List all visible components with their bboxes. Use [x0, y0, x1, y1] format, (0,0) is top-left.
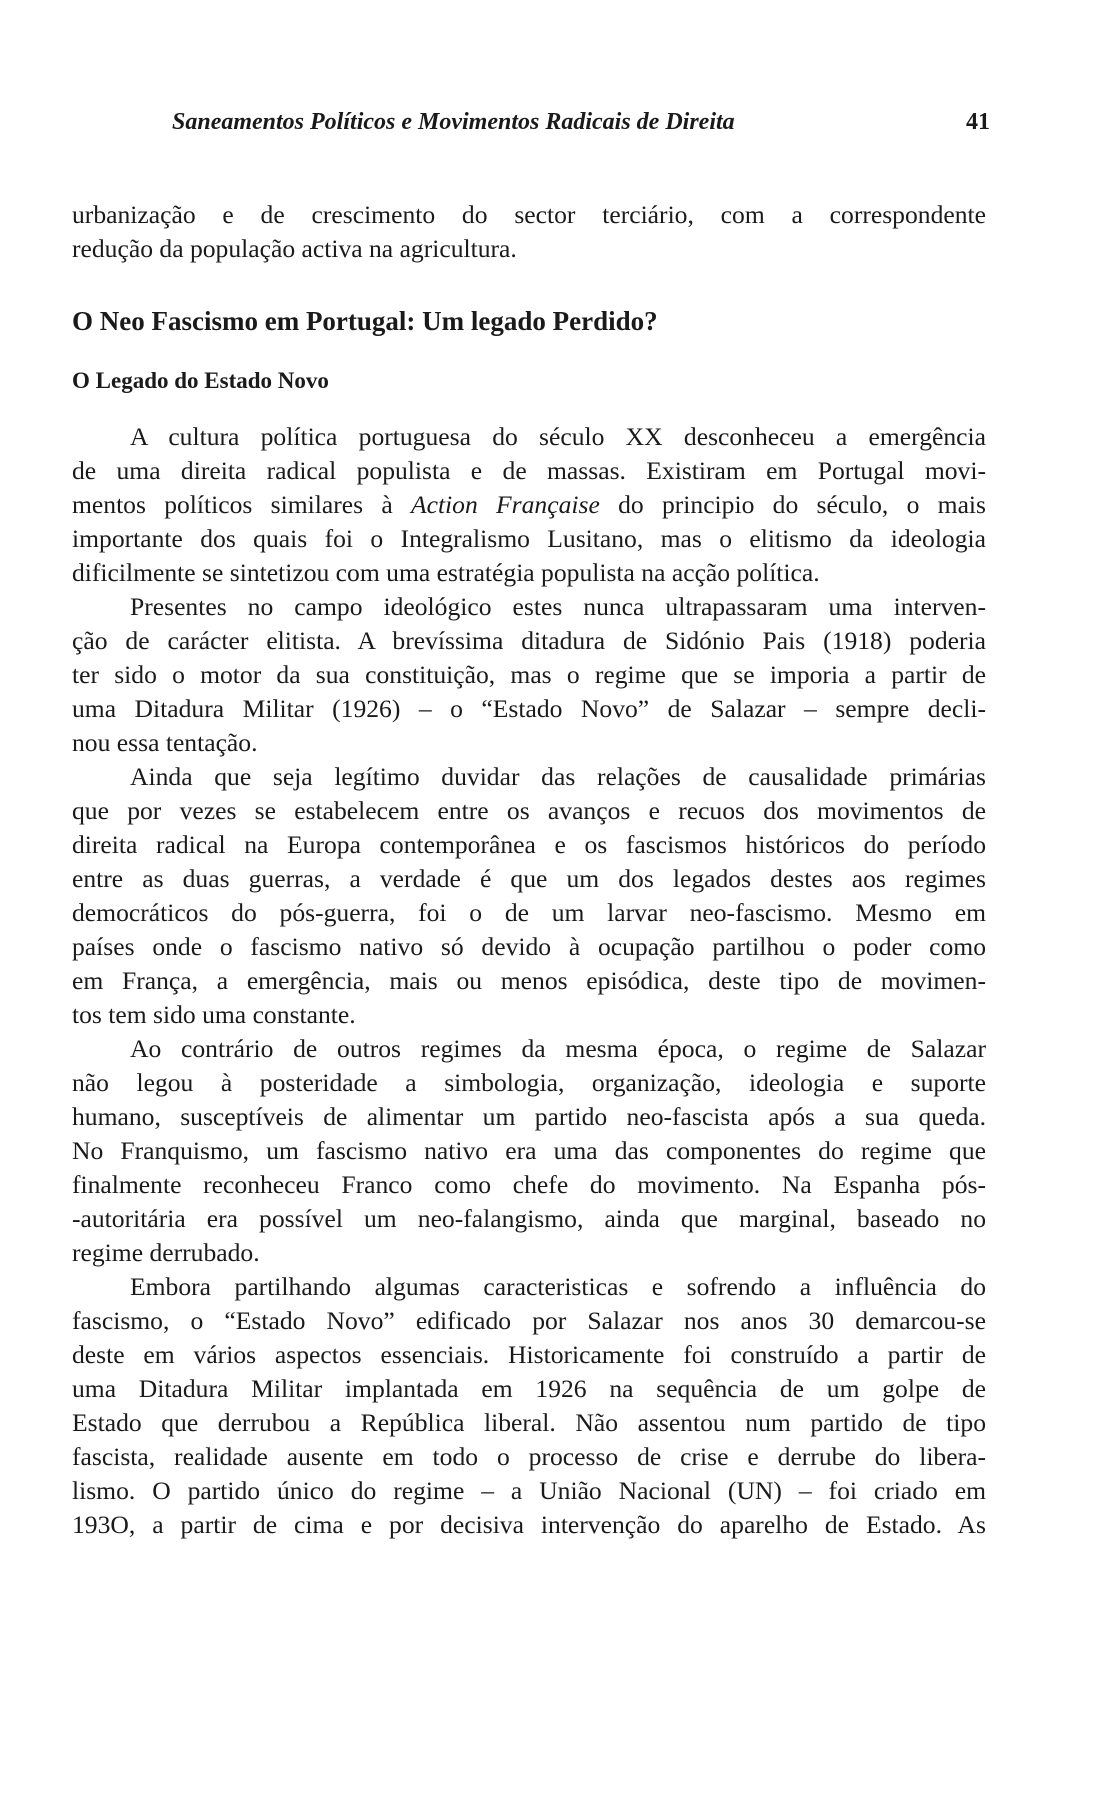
text-line: 193O, a partir de cima e por decisiva intervenção do aparelho de Estado. As: [72, 1510, 986, 1539]
text-line: ter sido o motor da sua constituição, mas o regime que se imporia a partir de: [72, 660, 986, 689]
text-line: uma Ditadura Militar (1926) – o “Estado Novo” de Salazar – sempre decli-: [72, 694, 986, 723]
subsection-title: O Legado do Estado Novo: [72, 368, 329, 393]
paragraph-2: [72, 590, 986, 760]
text-line: [72, 488, 986, 522]
text-line: urbanização e de crescimento do sector terciário, com a correspondente: [72, 200, 986, 229]
intro-paragraph: [72, 198, 986, 266]
text-line: -autoritária era possível um neo-falangismo, ainda que marginal, baseado no: [72, 1204, 986, 1233]
text-line: Embora partilhando algumas caracteristicas e sofrendo a influência do: [130, 1272, 986, 1301]
text-line: Presentes no campo ideológico estes nunca ultrapassaram uma interven-: [130, 592, 986, 621]
paragraph-4: [72, 1032, 986, 1270]
italic-term: Action Française: [410, 490, 600, 519]
page-number: 41: [966, 109, 990, 135]
page-body: [72, 198, 986, 1542]
text-line: países onde o fascismo nativo só devido à ocupação partilhou o poder como: [72, 932, 986, 961]
text-line: fascista, realidade ausente em todo o processo de crise e derrube do libera-: [72, 1442, 986, 1471]
text-line: deste em vários aspectos essenciais. Historicamente foi construído a partir de: [72, 1340, 986, 1369]
text-line: Ao contrário de outros regimes da mesma época, o regime de Salazar: [130, 1034, 986, 1063]
text-segment: mentos políticos similares à: [72, 490, 411, 519]
text-line: entre as duas guerras, a verdade é que um dos legados destes aos regimes: [72, 864, 986, 893]
paragraph-3: [72, 760, 986, 1032]
text-line: tos tem sido uma constante.: [72, 1000, 356, 1029]
text-line: finalmente reconheceu Franco como chefe do movimento. Na Espanha pós-: [72, 1170, 986, 1199]
text-line: de uma direita radical populista e de massas. Existiram em Portugal movi-: [72, 456, 986, 485]
text-line: importante dos quais foi o Integralismo Lusitano, mas o elitismo da ideologia: [72, 524, 986, 553]
text-line: humano, susceptíveis de alimentar um partido neo-fascista após a sua queda.: [72, 1102, 986, 1131]
text-line: não legou à posteridade a simbologia, organização, ideologia e suporte: [72, 1068, 986, 1097]
text-line: Ainda que seja legítimo duvidar das relações de causalidade primárias: [130, 762, 986, 791]
text-line: direita radical na Europa contemporânea e os fascismos históricos do período: [72, 830, 986, 859]
text-line: dificilmente se sintetizou com uma estratégia populista na acção política.: [72, 558, 820, 587]
text-line: redução da população activa na agricultura.: [72, 234, 517, 263]
paragraph-1: [72, 420, 986, 590]
text-line: Estado que derrubou a República liberal. Não assentou num partido de tipo: [72, 1408, 986, 1437]
section-title: O Neo Fascismo em Portugal: Um legado Perdido?: [72, 306, 658, 336]
text-line: ção de carácter elitista. A brevíssima ditadura de Sidónio Pais (1918) poderia: [72, 626, 986, 655]
text-line: lismo. O partido único do regime – a União Nacional (UN) – foi criado em: [72, 1476, 986, 1505]
text-line: fascismo, o “Estado Novo” edificado por Salazar nos anos 30 demarcou-se: [72, 1306, 986, 1335]
running-header: [172, 104, 990, 140]
text-line: A cultura política portuguesa do século XX desconheceu a emergência: [130, 422, 986, 451]
text-segment: do principio do século, o mais: [599, 490, 986, 519]
text-line: que por vezes se estabelecem entre os avanços e recuos dos movimentos de: [72, 796, 986, 825]
text-line: No Franquismo, um fascismo nativo era uma das componentes do regime que: [72, 1136, 986, 1165]
text-line: nou essa tentação.: [72, 728, 258, 757]
text-line: em França, a emergência, mais ou menos episódica, deste tipo de movimen-: [72, 966, 986, 995]
paragraph-5: [72, 1270, 986, 1542]
text-line: regime derrubado.: [72, 1238, 260, 1267]
running-title: Saneamentos Políticos e Movimentos Radicais de Direita: [172, 109, 735, 135]
text-line: democráticos do pós-guerra, foi o de um larvar neo-fascismo. Mesmo em: [72, 898, 986, 927]
text-line: uma Ditadura Militar implantada em 1926 na sequência de um golpe de: [72, 1374, 986, 1403]
